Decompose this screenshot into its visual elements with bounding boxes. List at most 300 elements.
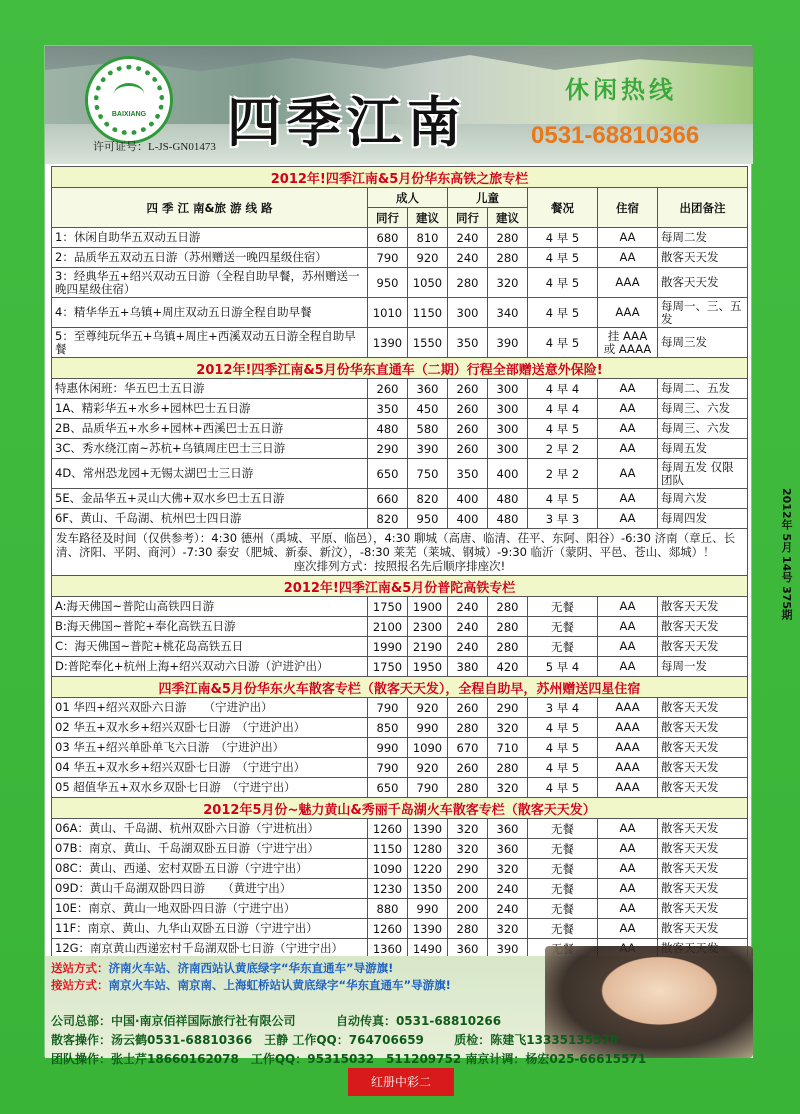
child-suggest-price: 390 [488, 328, 528, 358]
header-banner [45, 46, 753, 164]
route-cell: 10E：南京、黄山一地双卧四日游（宁进宁出） [52, 899, 368, 919]
child-suggest-price: 300 [488, 379, 528, 399]
meal-cell: 4 早 5 [528, 758, 598, 778]
ops-row [51, 1031, 751, 1050]
brand-title: 四季江南 [227, 90, 467, 154]
child-suggest-price: 320 [488, 268, 528, 298]
adult-same-price: 260 [368, 379, 408, 399]
remark-cell: 每周六发 [658, 489, 748, 509]
adult-same-price: 1750 [368, 657, 408, 677]
header-meal: 餐况 [528, 188, 598, 228]
child-suggest-price: 480 [488, 509, 528, 529]
table-row [52, 839, 748, 859]
adult-same-price: 1360 [368, 939, 408, 959]
child-same-price: 240 [448, 228, 488, 248]
meal-cell: 无餐 [528, 597, 598, 617]
route-cell: 06A：黄山、千岛湖、杭州双卧六日游（宁进杭出） [52, 819, 368, 839]
child-suggest-price: 280 [488, 228, 528, 248]
hotel-cell: AAA [598, 738, 658, 758]
meal-cell: 无餐 [528, 819, 598, 839]
child-same-price: 260 [448, 758, 488, 778]
adult-suggest-price: 820 [408, 489, 448, 509]
child-same-price: 260 [448, 399, 488, 419]
remark-cell: 散客天天发 [658, 698, 748, 718]
route-cell: D:普陀奉化+杭州上海+绍兴双动六日游（沪进沪出） [52, 657, 368, 677]
header-adult: 成人 [368, 188, 448, 208]
section-title: 2012年!四季江南&5月份华东直通车（二期）行程全部赠送意外保险! [52, 358, 748, 379]
adult-same-price: 1090 [368, 859, 408, 879]
remark-cell: 散客天天发 [658, 859, 748, 879]
child-suggest-price: 480 [488, 489, 528, 509]
adult-suggest-price: 360 [408, 379, 448, 399]
table-row [52, 819, 748, 839]
child-same-price: 400 [448, 509, 488, 529]
route-cell: 1：休闲自助华五双动五日游 [52, 228, 368, 248]
child-same-price: 290 [448, 859, 488, 879]
hotel-cell: AA [598, 379, 658, 399]
child-suggest-price: 710 [488, 738, 528, 758]
meal-cell: 4 早 4 [528, 379, 598, 399]
route-cell: 4D、常州恐龙园+无锡太湖巴士三日游 [52, 459, 368, 489]
adult-same-price: 350 [368, 399, 408, 419]
route-cell: 01 华四+绍兴双卧六日游 （宁进沪出） [52, 698, 368, 718]
pickup-label: 接站方式： [51, 978, 109, 992]
departure-info [52, 529, 748, 576]
remark-cell: 每周二发 [658, 228, 748, 248]
meal-cell: 4 早 5 [528, 778, 598, 798]
child-suggest-price: 320 [488, 859, 528, 879]
company-hq: 公司总部：中国·南京佰祥国际旅行社有限公司 [51, 1014, 296, 1028]
hotel-cell: AAA [598, 698, 658, 718]
child-same-price: 240 [448, 637, 488, 657]
table-row [52, 268, 748, 298]
adult-same-price: 880 [368, 899, 408, 919]
adult-same-price: 790 [368, 248, 408, 268]
adult-suggest-price: 920 [408, 758, 448, 778]
table-header-row [52, 188, 748, 208]
table-row [52, 879, 748, 899]
meal-cell: 无餐 [528, 637, 598, 657]
adult-suggest-price: 2300 [408, 617, 448, 637]
adult-same-price: 1150 [368, 839, 408, 859]
quality-check: 质检：陈建飞13335135578 [454, 1033, 619, 1047]
meal-cell: 无餐 [528, 839, 598, 859]
team-ops: 团队操作：张士芹18660162078 工作QQ：95315032 511209752 南京计调：杨宏025-66615571 [51, 1052, 647, 1066]
adult-suggest-price: 1950 [408, 657, 448, 677]
remark-cell: 散客天天发 [658, 718, 748, 738]
hotel-cell: AAA [598, 758, 658, 778]
header-adult-same: 同行 [368, 208, 408, 228]
table-row [52, 399, 748, 419]
company-logo [85, 56, 173, 144]
remark-cell: 每周一、三、五发 [658, 298, 748, 328]
meal-cell: 无餐 [528, 617, 598, 637]
adult-suggest-price: 950 [408, 509, 448, 529]
remark-cell: 每周一发 [658, 657, 748, 677]
child-same-price: 200 [448, 879, 488, 899]
section-title: 2012年!四季江南&5月份普陀高铁专栏 [52, 576, 748, 597]
adult-same-price: 950 [368, 268, 408, 298]
child-suggest-price: 390 [488, 939, 528, 959]
adult-suggest-price: 1490 [408, 939, 448, 959]
route-cell: 08C：黄山、西递、宏村双卧五日游（宁进宁出） [52, 859, 368, 879]
header-child-suggest: 建议 [488, 208, 528, 228]
route-cell: 3C、秀水绕江南~苏杭+乌镇周庄巴士三日游 [52, 439, 368, 459]
adult-suggest-price: 920 [408, 698, 448, 718]
meal-cell: 3 早 3 [528, 509, 598, 529]
section-title-row [52, 358, 748, 379]
adult-same-price: 1990 [368, 637, 408, 657]
remark-cell: 散客天天发 [658, 268, 748, 298]
remark-cell: 每周四发 [658, 509, 748, 529]
retail-ops: 散客操作：汤云鹤0531-68810366 王静 工作QQ：764706659 [51, 1033, 424, 1047]
remark-cell: 散客天天发 [658, 778, 748, 798]
price-table [51, 166, 748, 959]
adult-suggest-price: 750 [408, 459, 448, 489]
table-row [52, 899, 748, 919]
adult-same-price: 650 [368, 778, 408, 798]
send-off-line [51, 960, 521, 977]
section-title-row [52, 576, 748, 597]
child-same-price: 280 [448, 718, 488, 738]
header-adult-suggest: 建议 [408, 208, 448, 228]
adult-suggest-price: 1280 [408, 839, 448, 859]
hotel-cell: AAA [598, 268, 658, 298]
adult-same-price: 680 [368, 228, 408, 248]
meal-cell: 4 早 5 [528, 718, 598, 738]
footer [45, 956, 753, 1066]
table-row [52, 778, 748, 798]
transfer-info [51, 960, 521, 994]
child-suggest-price: 280 [488, 617, 528, 637]
adult-same-price: 1390 [368, 328, 408, 358]
table-row [52, 459, 748, 489]
adult-same-price: 790 [368, 698, 408, 718]
hotel-cell: AA [598, 419, 658, 439]
child-suggest-price: 320 [488, 919, 528, 939]
section-title-row [52, 167, 748, 188]
meal-cell: 4 早 5 [528, 419, 598, 439]
table-row [52, 738, 748, 758]
auto-fax: 自动传真：0531-68810266 [335, 1014, 502, 1028]
route-cell: 4：精华华五+乌镇+周庄双动五日游全程自助早餐 [52, 298, 368, 328]
adult-suggest-price: 790 [408, 778, 448, 798]
hotel-cell: AA [598, 839, 658, 859]
hotel-cell: AA [598, 459, 658, 489]
hotel-cell: 挂 AAA 或 AAAA [598, 328, 658, 358]
adult-suggest-price: 920 [408, 248, 448, 268]
adult-same-price: 1260 [368, 819, 408, 839]
child-suggest-price: 300 [488, 419, 528, 439]
route-cell: 12G：南京黄山西递宏村千岛湖双卧七日游（宁进宁出） [52, 939, 368, 959]
route-cell: 11F：南京、黄山、九华山双卧五日游（宁进宁出） [52, 919, 368, 939]
child-same-price: 240 [448, 597, 488, 617]
crane-icon [114, 83, 144, 105]
adult-same-price: 990 [368, 738, 408, 758]
remark-cell: 散客天天发 [658, 597, 748, 617]
adult-suggest-price: 1150 [408, 298, 448, 328]
catalog-tag: 红册中彩二 [348, 1068, 454, 1096]
child-same-price: 380 [448, 657, 488, 677]
hotel-cell: AAA [598, 718, 658, 738]
header-child-same: 同行 [448, 208, 488, 228]
adult-suggest-price: 1390 [408, 919, 448, 939]
remark-cell: 每周三、六发 [658, 419, 748, 439]
table-row [52, 637, 748, 657]
remark-cell: 每周二、五发 [658, 379, 748, 399]
hotel-cell: AA [598, 248, 658, 268]
route-cell: 5：至尊纯玩华五+乌镇+周庄+西溪双动五日游全程自助早餐 [52, 328, 368, 358]
child-same-price: 280 [448, 268, 488, 298]
remark-cell: 散客天天发 [658, 248, 748, 268]
child-same-price: 240 [448, 617, 488, 637]
adult-same-price: 650 [368, 459, 408, 489]
child-same-price: 260 [448, 439, 488, 459]
remark-cell: 散客天天发 [658, 758, 748, 778]
section-title: 四季江南&5月份华东火车散客专栏（散客天天发），全程自助早，苏州赠送四星住宿 [52, 677, 748, 698]
route-cell: 02 华五+双水乡+绍兴双卧七日游 （宁进沪出） [52, 718, 368, 738]
route-cell: 特惠休闲班：华五巴士五日游 [52, 379, 368, 399]
table-row [52, 597, 748, 617]
hotel-cell: AAA [598, 298, 658, 328]
meal-cell: 无餐 [528, 879, 598, 899]
adult-same-price: 790 [368, 758, 408, 778]
hotel-cell: AA [598, 509, 658, 529]
adult-suggest-price: 390 [408, 439, 448, 459]
meal-cell: 4 早 5 [528, 489, 598, 509]
seat-order-text: 座次排列方式：按照报名先后顺序排座次! [293, 559, 506, 573]
child-suggest-price: 340 [488, 298, 528, 328]
table-row [52, 698, 748, 718]
route-cell: 03 华五+绍兴单卧单飞六日游 （宁进沪出） [52, 738, 368, 758]
child-same-price: 320 [448, 839, 488, 859]
license-number: 许可证号：L-JS-GN01473 [93, 141, 216, 153]
meal-cell: 4 早 5 [528, 738, 598, 758]
child-suggest-price: 290 [488, 698, 528, 718]
remark-cell: 每周五发 仅限团队 [658, 459, 748, 489]
route-cell: 3：经典华五+绍兴双动五日游（全程自助早餐，苏州赠送一晚四星级住宿） [52, 268, 368, 298]
header-child: 儿童 [448, 188, 528, 208]
hotel-cell: AA [598, 399, 658, 419]
route-cell: C：海天佛国~普陀+桃花岛高铁五日 [52, 637, 368, 657]
route-cell: 6F、黄山、千岛湖、杭州巴士四日游 [52, 509, 368, 529]
adult-suggest-price: 990 [408, 718, 448, 738]
hotline-label: 休闲热线 [565, 75, 677, 104]
child-suggest-price: 400 [488, 459, 528, 489]
logo-text: BAIXIANG [111, 111, 147, 118]
team-row [51, 1050, 751, 1069]
adult-same-price: 1230 [368, 879, 408, 899]
table-row [52, 859, 748, 879]
child-same-price: 260 [448, 698, 488, 718]
send-off-text: 济南火车站、济南西站认黄底绿字“华东直通车”导游旗! [108, 961, 394, 975]
adult-suggest-price: 810 [408, 228, 448, 248]
child-suggest-price: 420 [488, 657, 528, 677]
table-row [52, 489, 748, 509]
header-remark: 出团备注 [658, 188, 748, 228]
child-suggest-price: 300 [488, 439, 528, 459]
meal-cell: 无餐 [528, 899, 598, 919]
table-row [52, 228, 748, 248]
meal-cell: 4 早 4 [528, 399, 598, 419]
departure-info-row [52, 529, 748, 576]
meal-cell: 4 早 5 [528, 228, 598, 248]
meal-cell: 4 早 5 [528, 298, 598, 328]
hotel-cell: AA [598, 489, 658, 509]
brochure-card [44, 45, 752, 1066]
table-row [52, 617, 748, 637]
meal-cell: 4 早 5 [528, 248, 598, 268]
child-suggest-price: 240 [488, 899, 528, 919]
send-off-label: 送站方式： [51, 961, 109, 975]
remark-cell: 每周五发 [658, 439, 748, 459]
section-title-row [52, 798, 748, 819]
child-same-price: 240 [448, 248, 488, 268]
remark-cell: 散客天天发 [658, 919, 748, 939]
child-same-price: 200 [448, 899, 488, 919]
table-row [52, 919, 748, 939]
adult-same-price: 660 [368, 489, 408, 509]
contact-info [51, 1012, 751, 1069]
remark-cell: 散客天天发 [658, 839, 748, 859]
child-suggest-price: 280 [488, 637, 528, 657]
remark-cell: 散客天天发 [658, 899, 748, 919]
remark-cell: 散客天天发 [658, 819, 748, 839]
child-same-price: 400 [448, 489, 488, 509]
child-same-price: 670 [448, 738, 488, 758]
adult-suggest-price: 1050 [408, 268, 448, 298]
adult-same-price: 1260 [368, 919, 408, 939]
adult-same-price: 850 [368, 718, 408, 738]
hotel-cell: AA [598, 439, 658, 459]
child-same-price: 350 [448, 459, 488, 489]
remark-cell: 每周三、六发 [658, 399, 748, 419]
departure-route-text: 发车路径及时间（仅供参考）：4:30 德州（禹城、平原、临邑），4:30 聊城（高唐、临清、茌平、东阿、阳谷）-6:30 济南（章丘、长清、济阳、平阴、商河）-7:30 泰安（肥城、新泰、新汶），-8:30 莱芜（莱城、钢城）-9:30 临沂（蒙阴、平邑、苍山、郯城）！ [56, 531, 736, 559]
hotel-cell: AA [598, 879, 658, 899]
remark-cell: 散客天天发 [658, 637, 748, 657]
remark-cell: 散客天天发 [658, 617, 748, 637]
meal-cell: 4 早 5 [528, 268, 598, 298]
issue-date: 2012年 5月 14号 375期 [780, 488, 793, 621]
hotel-cell: AA [598, 617, 658, 637]
adult-same-price: 820 [368, 509, 408, 529]
child-suggest-price: 360 [488, 839, 528, 859]
child-suggest-price: 280 [488, 758, 528, 778]
hotel-cell: AA [598, 899, 658, 919]
adult-same-price: 290 [368, 439, 408, 459]
table-row [52, 718, 748, 738]
meal-cell: 2 早 2 [528, 459, 598, 489]
price-tables [51, 166, 747, 959]
header-hotel: 住宿 [598, 188, 658, 228]
child-suggest-price: 320 [488, 778, 528, 798]
meal-cell: 4 早 5 [528, 328, 598, 358]
table-row [52, 248, 748, 268]
child-same-price: 350 [448, 328, 488, 358]
section-title: 2012年5月份~魅力黄山&秀丽千岛湖火车散客专栏（散客天天发） [52, 798, 748, 819]
remark-cell: 散客天天发 [658, 738, 748, 758]
meal-cell: 无餐 [528, 919, 598, 939]
table-row [52, 758, 748, 778]
table-row [52, 439, 748, 459]
hotel-cell: AA [598, 657, 658, 677]
hq-row [51, 1012, 751, 1031]
hotel-cell: AA [598, 859, 658, 879]
child-same-price: 280 [448, 778, 488, 798]
meal-cell: 3 早 4 [528, 698, 598, 718]
hotel-cell: AAA [598, 778, 658, 798]
pickup-text: 南京火车站、南京南、上海虹桥站认黄底绿字“华东直通车”导游旗! [108, 978, 451, 992]
remark-cell: 每周三发 [658, 328, 748, 358]
hotel-cell: AA [598, 228, 658, 248]
route-cell: 5E、金品华五+灵山大佛+双水乡巴士五日游 [52, 489, 368, 509]
meal-cell: 5 早 4 [528, 657, 598, 677]
pickup-line [51, 977, 521, 994]
adult-suggest-price: 580 [408, 419, 448, 439]
table-row [52, 328, 748, 358]
table-row [52, 298, 748, 328]
child-suggest-price: 280 [488, 597, 528, 617]
adult-suggest-price: 1090 [408, 738, 448, 758]
child-suggest-price: 240 [488, 879, 528, 899]
hotel-cell: AA [598, 597, 658, 617]
adult-suggest-price: 1550 [408, 328, 448, 358]
child-same-price: 260 [448, 379, 488, 399]
route-cell: 05 超值华五+双水乡双卧七日游 （宁进宁出） [52, 778, 368, 798]
adult-suggest-price: 1350 [408, 879, 448, 899]
child-same-price: 320 [448, 819, 488, 839]
price-table-body [52, 167, 748, 959]
adult-suggest-price: 990 [408, 899, 448, 919]
adult-same-price: 1010 [368, 298, 408, 328]
child-same-price: 360 [448, 939, 488, 959]
route-cell: 2B、品质华五+水乡+园林+西溪巴士五日游 [52, 419, 368, 439]
adult-suggest-price: 2190 [408, 637, 448, 657]
header-route: 四 季 江 南&旅 游 线 路 [52, 188, 368, 228]
section-title: 2012年!四季江南&5月份华东高铁之旅专栏 [52, 167, 748, 188]
table-row [52, 657, 748, 677]
hotel-cell: AA [598, 919, 658, 939]
table-row [52, 379, 748, 399]
table-row [52, 509, 748, 529]
adult-suggest-price: 450 [408, 399, 448, 419]
route-cell: 07B：南京、黄山、千岛湖双卧五日游（宁进宁出） [52, 839, 368, 859]
route-cell: A:海天佛国~普陀山高铁四日游 [52, 597, 368, 617]
table-row [52, 419, 748, 439]
child-suggest-price: 280 [488, 248, 528, 268]
adult-suggest-price: 1900 [408, 597, 448, 617]
meal-cell: 无餐 [528, 859, 598, 879]
child-same-price: 300 [448, 298, 488, 328]
route-cell: 04 华五+双水乡+绍兴双卧七日游 （宁进宁出） [52, 758, 368, 778]
adult-same-price: 2100 [368, 617, 408, 637]
route-cell: 1A、精彩华五+水乡+园林巴士五日游 [52, 399, 368, 419]
adult-suggest-price: 1220 [408, 859, 448, 879]
meal-cell: 2 早 2 [528, 439, 598, 459]
hotline-number: 0531-68810366 [531, 122, 700, 149]
route-cell: 2：品质华五双动五日游（苏州赠送一晚四星级住宿） [52, 248, 368, 268]
child-suggest-price: 360 [488, 819, 528, 839]
hotel-cell: AA [598, 819, 658, 839]
adult-suggest-price: 1390 [408, 819, 448, 839]
child-suggest-price: 300 [488, 399, 528, 419]
remark-cell: 散客天天发 [658, 879, 748, 899]
section-title-row [52, 677, 748, 698]
adult-same-price: 480 [368, 419, 408, 439]
adult-same-price: 1750 [368, 597, 408, 617]
route-cell: B:海天佛国~普陀+奉化高铁五日游 [52, 617, 368, 637]
child-same-price: 260 [448, 419, 488, 439]
